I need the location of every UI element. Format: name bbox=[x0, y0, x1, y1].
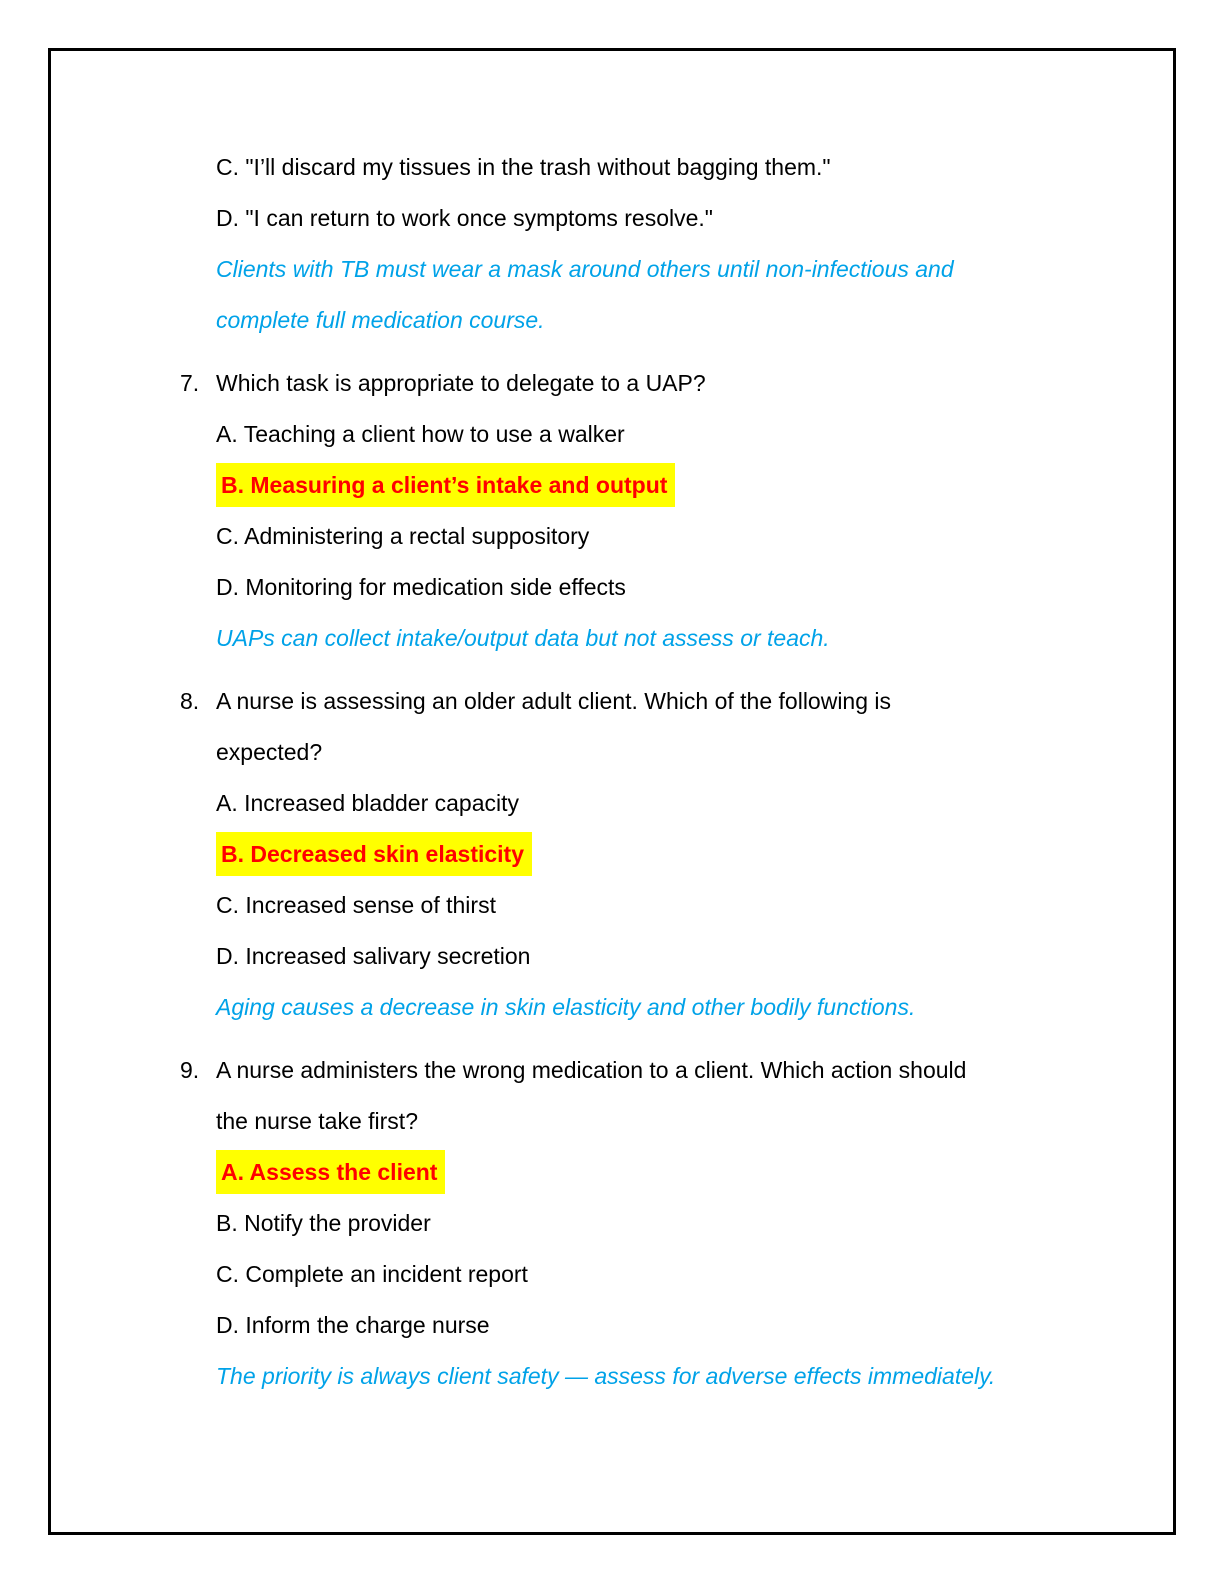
rationale-text: Aging causes a decrease in skin elasticity and other bodily functions. bbox=[216, 994, 916, 1020]
answer-option bbox=[216, 931, 1096, 982]
answer-option bbox=[216, 880, 1096, 931]
option-text: A. Increased bladder capacity bbox=[216, 790, 520, 816]
rationale-text: Clients with TB must wear a mask around others until non-infectious and bbox=[216, 256, 954, 282]
correct-answer-highlight bbox=[216, 829, 1096, 880]
question-number: 9. bbox=[180, 1057, 200, 1083]
answer-option bbox=[216, 511, 1096, 562]
question-text: Which task is appropriate to delegate to a UAP? bbox=[216, 370, 706, 396]
option-text: C. Increased sense of thirst bbox=[216, 892, 496, 918]
answer-option bbox=[216, 778, 1096, 829]
page-content bbox=[180, 142, 1096, 1402]
highlighted-option-text: B. Decreased skin elasticity bbox=[216, 832, 532, 876]
question-9 bbox=[180, 1045, 1096, 1096]
answer-option bbox=[216, 1198, 1096, 1249]
option-text: C. Administering a rectal suppository bbox=[216, 523, 590, 549]
correct-answer-highlight bbox=[216, 460, 1096, 511]
question-number: 7. bbox=[180, 370, 200, 396]
question-text: A nurse is assessing an older adult client. Which of the following is bbox=[216, 688, 892, 714]
option-text: D. "I can return to work once symptoms resolve." bbox=[216, 205, 713, 231]
answer-option bbox=[216, 409, 1096, 460]
question-7 bbox=[180, 358, 1096, 409]
answer-option bbox=[216, 1249, 1096, 1300]
correct-answer-highlight bbox=[216, 1147, 1096, 1198]
answer-option bbox=[216, 142, 1096, 193]
question-number: 8. bbox=[180, 688, 200, 714]
highlighted-option-text: A. Assess the client bbox=[216, 1150, 445, 1194]
answer-option bbox=[216, 562, 1096, 613]
question-text-continuation: the nurse take first? bbox=[216, 1108, 418, 1134]
option-text: C. "I’ll discard my tissues in the trash without bagging them." bbox=[216, 154, 831, 180]
answer-option bbox=[216, 193, 1096, 244]
answer-option bbox=[216, 1300, 1096, 1351]
option-text: D. Inform the charge nurse bbox=[216, 1312, 490, 1338]
rationale-text: The priority is always client safety — assess for adverse effects immediately. bbox=[216, 1363, 996, 1389]
rationale-text: complete full medication course. bbox=[216, 307, 545, 333]
option-text: B. Notify the provider bbox=[216, 1210, 431, 1236]
question-text: A nurse administers the wrong medication to a client. Which action should bbox=[216, 1057, 967, 1083]
highlighted-option-text: B. Measuring a client’s intake and output bbox=[216, 463, 675, 507]
option-text: C. Complete an incident report bbox=[216, 1261, 528, 1287]
question-text-continuation: expected? bbox=[216, 739, 323, 765]
option-text: A. Teaching a client how to use a walker bbox=[216, 421, 625, 447]
question-8 bbox=[180, 676, 1096, 727]
option-text: D. Monitoring for medication side effects bbox=[216, 574, 626, 600]
option-text: D. Increased salivary secretion bbox=[216, 943, 531, 969]
rationale-text: UAPs can collect intake/output data but not assess or teach. bbox=[216, 625, 830, 651]
